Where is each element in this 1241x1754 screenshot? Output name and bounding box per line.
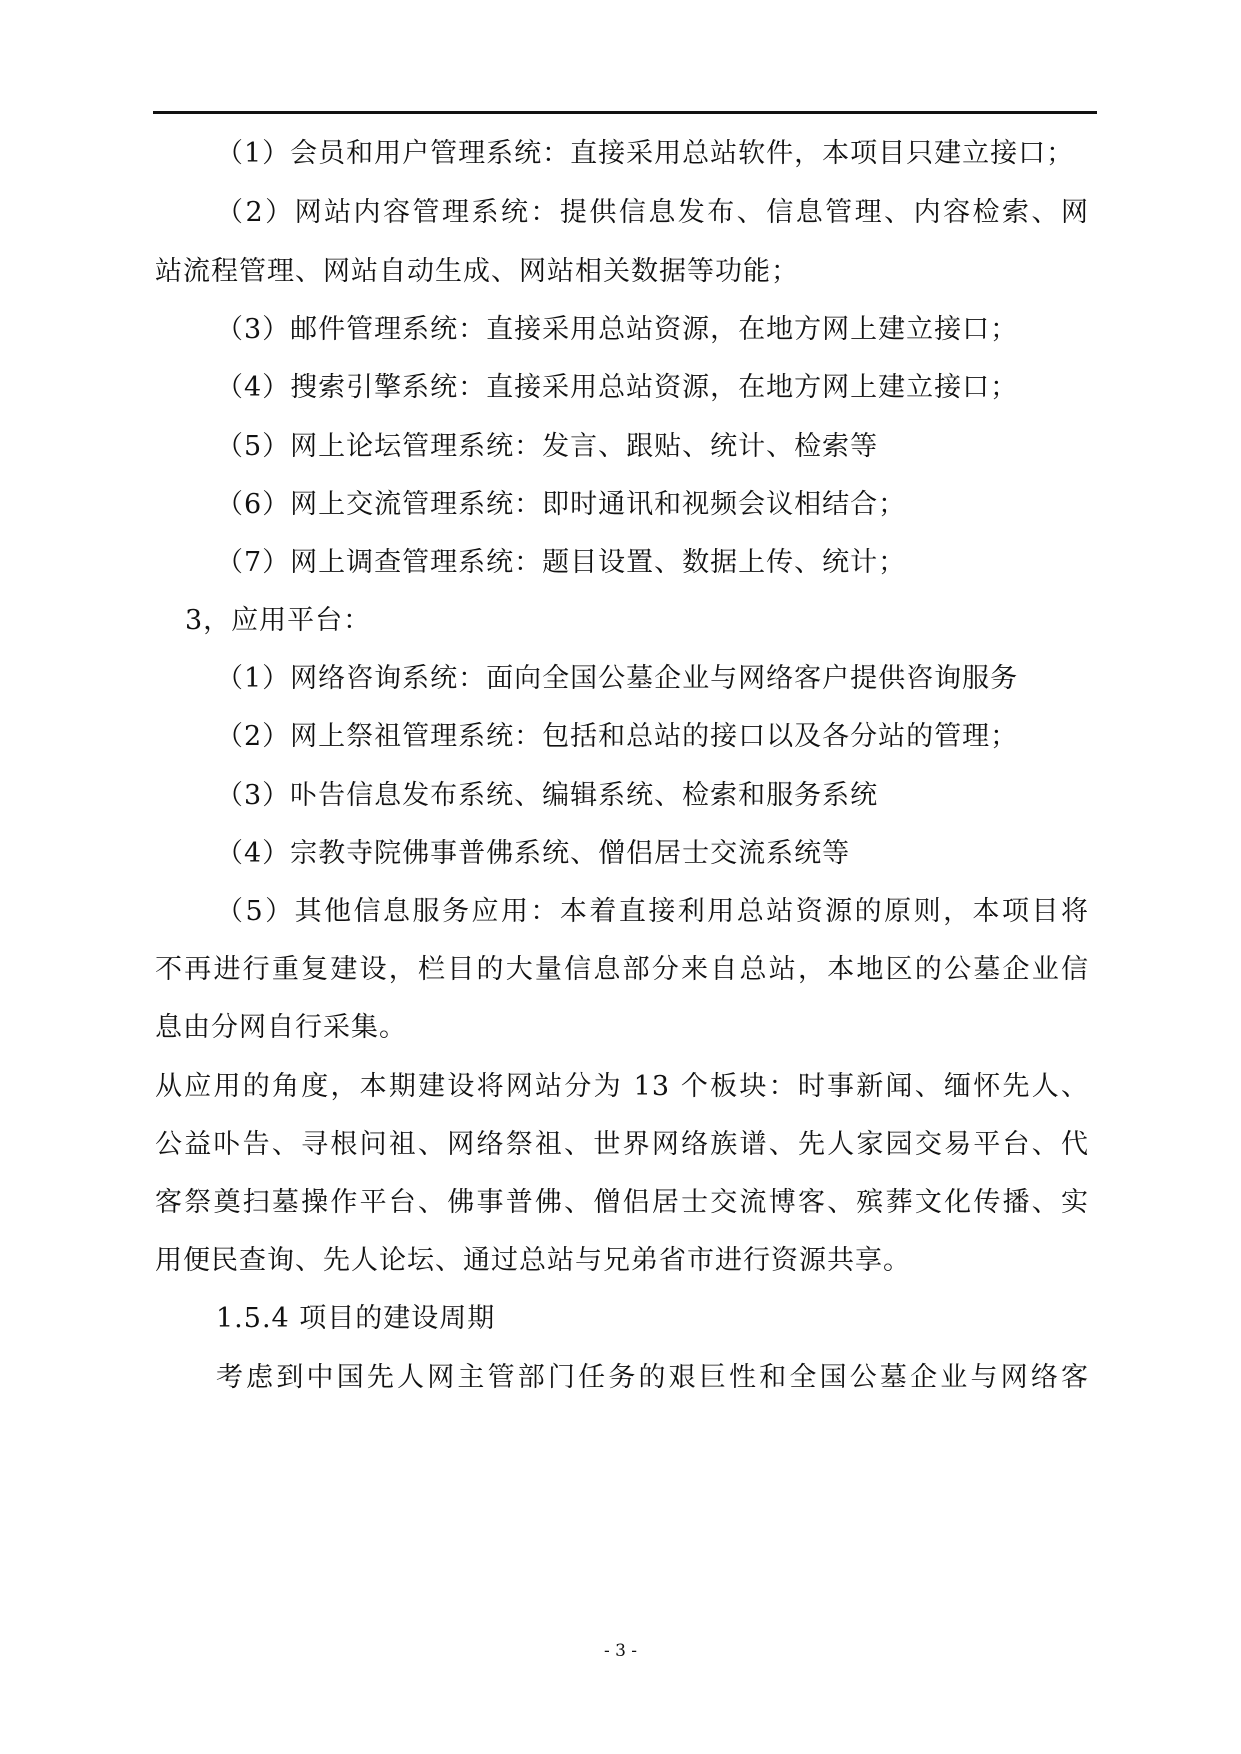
text-line: （3）邮件管理系统：直接采用总站资源，在地方网上建立接口；: [216, 314, 1019, 345]
text-line: 不再进行重复建设，栏目的大量信息部分来自总站，本地区的公墓企业信: [155, 954, 1089, 985]
text-line: （1）网络咨询系统：面向全国公墓企业与网络客户提供咨询服务: [216, 663, 1019, 694]
text-line: （5）其他信息服务应用：本着直接利用总站资源的原则，本项目将: [216, 896, 1089, 927]
text-line: 客祭奠扫墓操作平台、佛事普佛、僧侣居士交流博客、殡葬文化传播、实: [155, 1187, 1089, 1218]
text-line: （1）会员和用户管理系统：直接采用总站软件，本项目只建立接口；: [216, 138, 1075, 169]
text-line: 考虑到中国先人网主管部门任务的艰巨性和全国公墓企业与网络客: [216, 1362, 1089, 1393]
text-line: （4）宗教寺院佛事普佛系统、僧侣居士交流系统等: [216, 838, 851, 869]
header-rule: [153, 111, 1097, 114]
text-line: （3）卟告信息发布系统、编辑系统、检索和服务系统: [216, 780, 879, 811]
text-line: （7）网上调查管理系统：题目设置、数据上传、统计；: [216, 547, 907, 578]
section-heading: 3，应用平台：: [185, 605, 372, 636]
page-number: - 3 -: [603, 1641, 638, 1661]
text-line: 站流程管理、网站自动生成、网站相关数据等功能；: [155, 256, 799, 287]
text-line: 从应用的角度，本期建设将网站分为 13 个板块：时事新闻、缅怀先人、: [155, 1071, 1089, 1102]
text-line: （6）网上交流管理系统：即时通讯和视频会议相结合；: [216, 489, 907, 520]
text-line: 用便民查询、先人论坛、通过总站与兄弟省市进行资源共享。: [155, 1245, 911, 1276]
text-line: 息由分网自行采集。: [155, 1012, 407, 1043]
text-line: （2）网站内容管理系统：提供信息发布、信息管理、内容检索、网: [216, 197, 1089, 228]
text-line: （5）网上论坛管理系统：发言、跟贴、统计、检索等: [216, 431, 879, 462]
text-line: 公益卟告、寻根问祖、网络祭祖、世界网络族谱、先人家园交易平台、代: [155, 1129, 1089, 1160]
text-line: （2）网上祭祖管理系统：包括和总站的接口以及各分站的管理；: [216, 721, 1019, 752]
text-line: （4）搜索引擎系统：直接采用总站资源，在地方网上建立接口；: [216, 372, 1019, 403]
section-heading: 1.5.4 项目的建设周期: [216, 1303, 496, 1334]
